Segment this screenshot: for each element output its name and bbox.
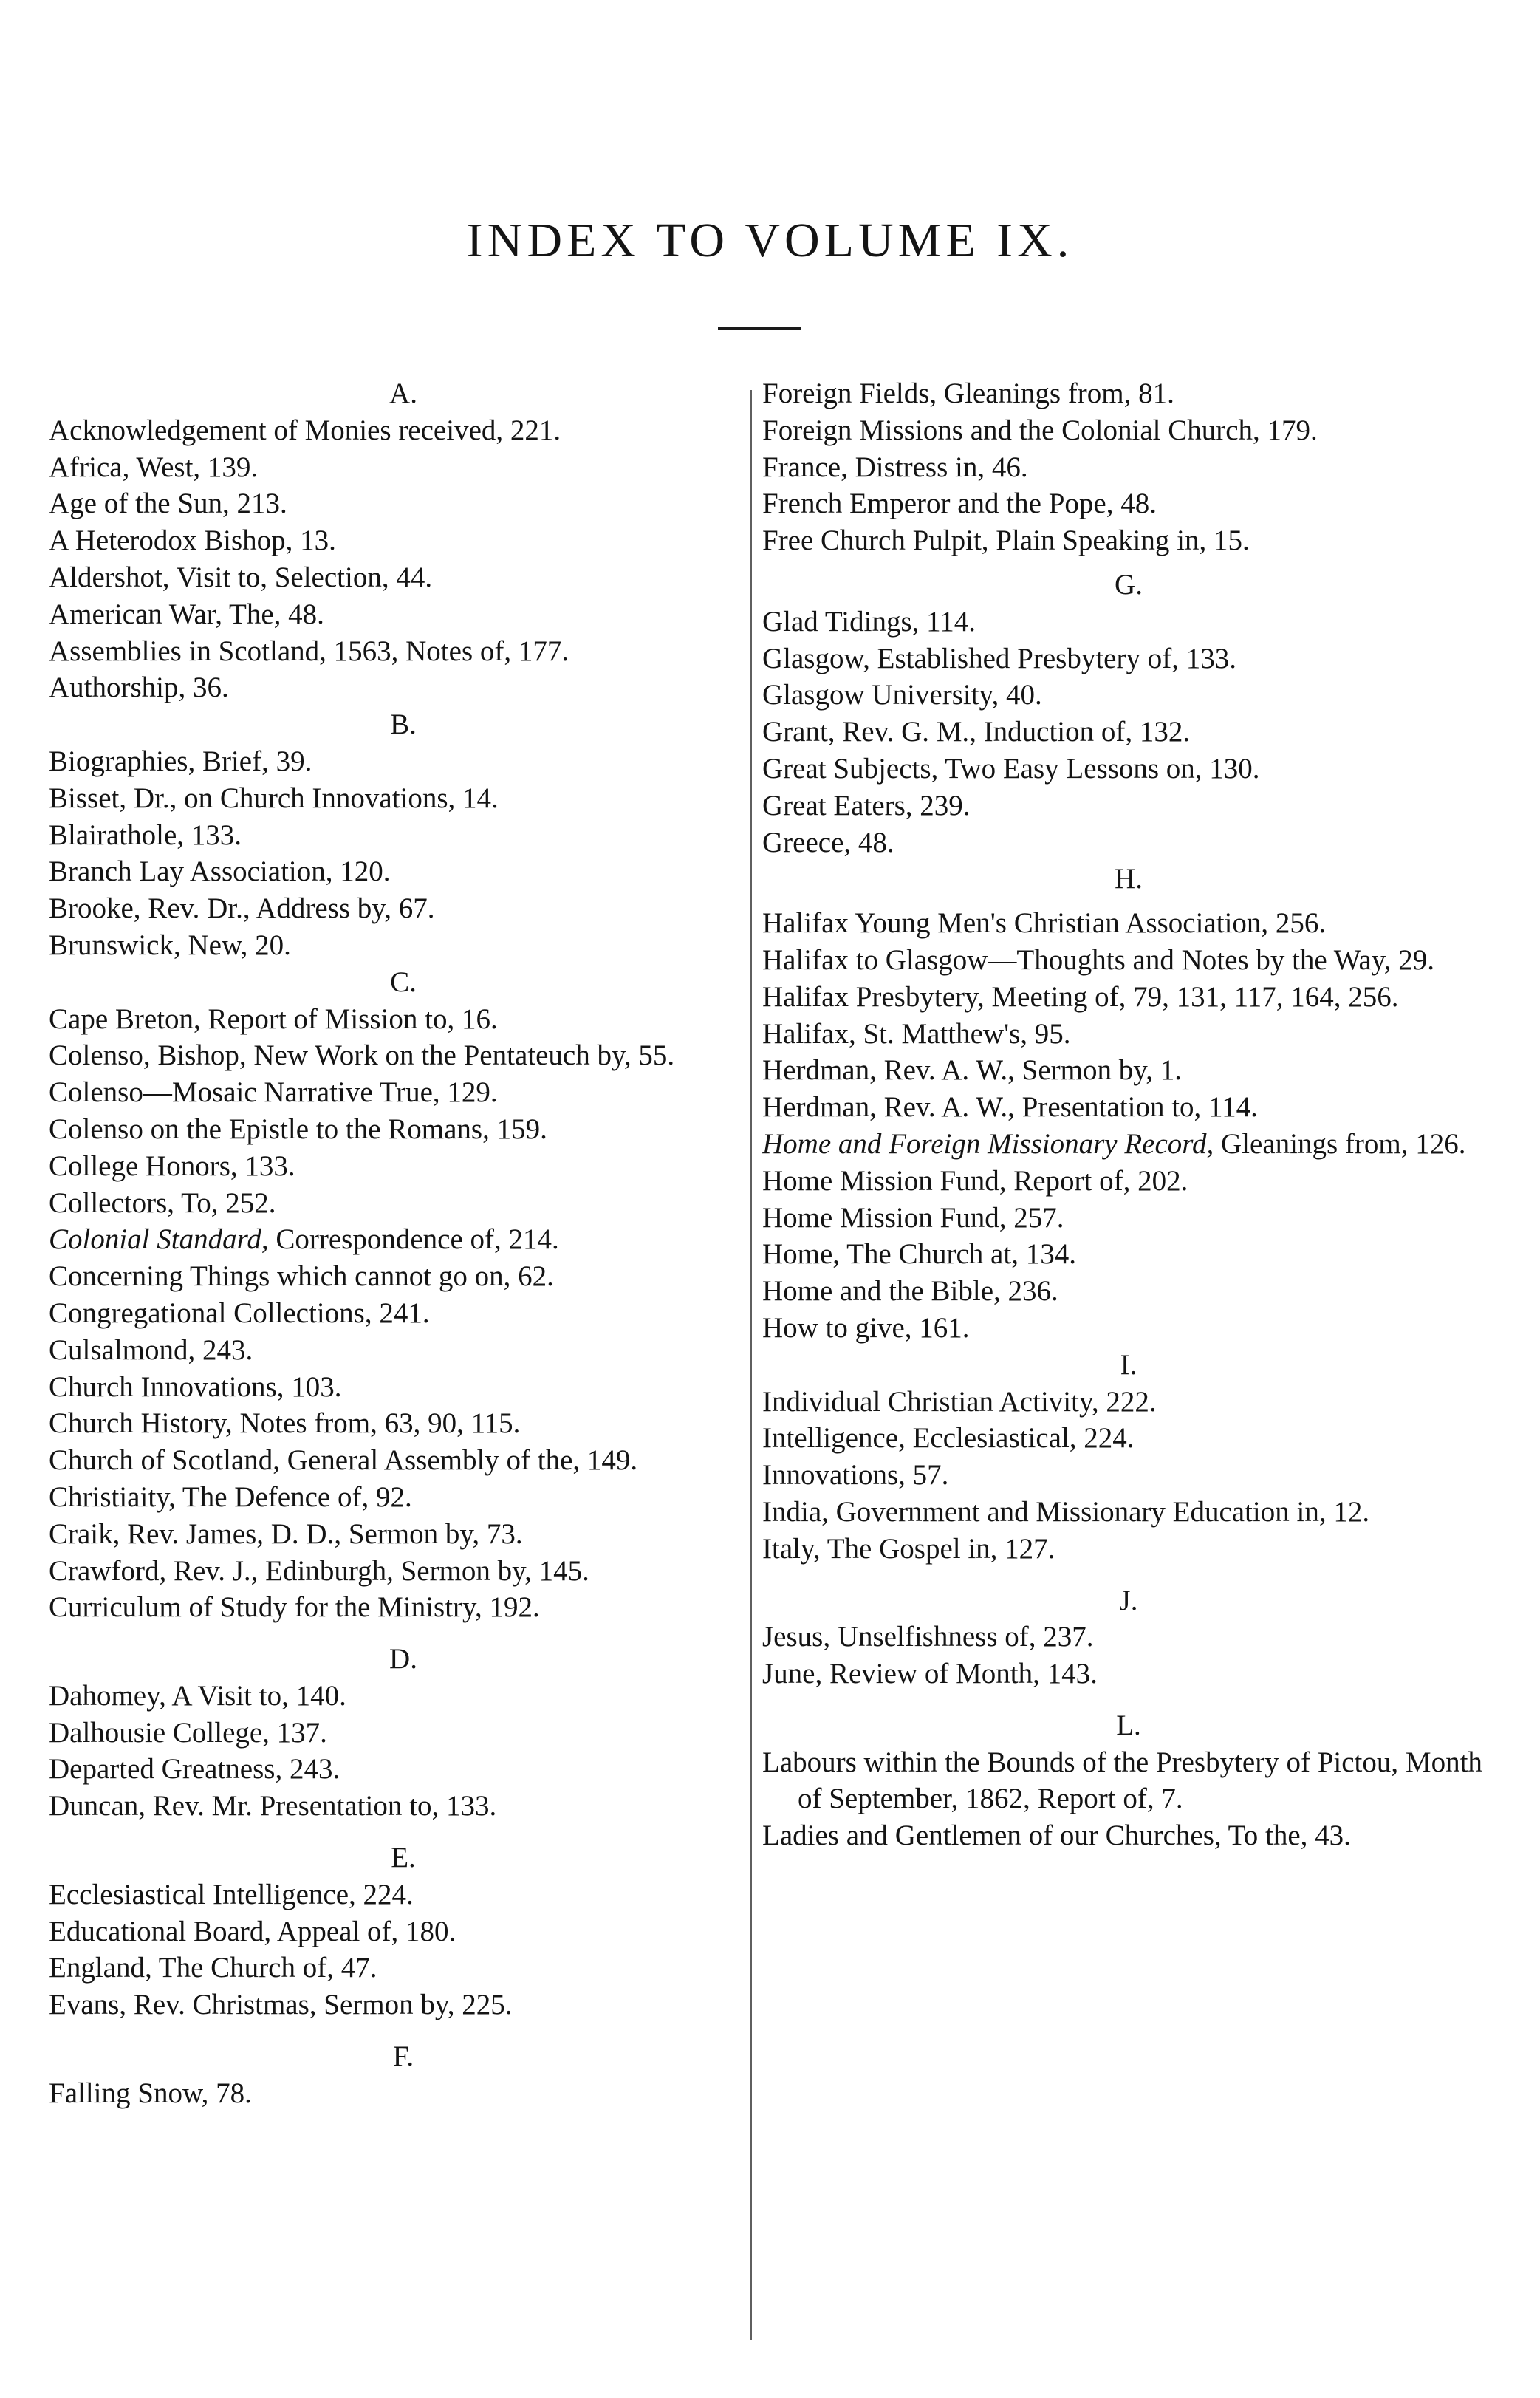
index-entry: Home Mission Fund, Report of, 202. <box>762 1164 1188 1197</box>
spacer <box>762 559 1495 567</box>
section-letter: B. <box>390 708 417 741</box>
index-entry: College Honors, 133. <box>49 1150 295 1182</box>
section-letter: D. <box>389 1643 417 1675</box>
index-entry: Blairathole, 133. <box>49 819 242 851</box>
index-column-right <box>762 375 1495 1854</box>
index-entry: Church Innovations, 103. <box>49 1370 342 1403</box>
section-letter: G. <box>1115 568 1143 601</box>
index-entry: Home, The Church at, 134. <box>762 1238 1076 1271</box>
index-entry: Labours within the Bounds of the Presbytery of Pictou, Month of September, 1862, Report of, 7. <box>762 1746 1482 1815</box>
index-entry <box>49 1221 758 1258</box>
index-entry: Ladies and Gentlemen of our Churches, To the, 43. <box>762 1820 1351 1852</box>
index-entry: Foreign Missions and the Colonial Church, 179. <box>762 414 1318 446</box>
index-entry: Crawford, Rev. J., Edinburgh, Sermon by, 145. <box>49 1554 589 1587</box>
index-entry: Colenso on the Epistle to the Romans, 159. <box>49 1113 547 1145</box>
index-entry: France, Distress in, 46. <box>762 451 1028 483</box>
index-entry: Halifax Young Men's Christian Association, 256. <box>762 907 1327 940</box>
index-entry: A Heterodox Bishop, 13. <box>49 525 336 557</box>
index-entry: Duncan, Rev. Mr. Presentation to, 133. <box>49 1790 497 1823</box>
entry-italic-title: Colonial Standard, <box>49 1223 269 1256</box>
spacer <box>762 1692 1495 1707</box>
index-entry: Herdman, Rev. A. W., Presentation to, 114. <box>762 1091 1258 1124</box>
index-entry: Authorship, 36. <box>49 672 229 704</box>
index-entry: Individual Christian Activity, 222. <box>762 1385 1157 1418</box>
index-entry: How to give, 161. <box>762 1311 970 1344</box>
index-entry: Innovations, 57. <box>762 1459 949 1492</box>
index-entry: Halifax to Glasgow—Thoughts and Notes by the Way, 29. <box>762 943 1434 976</box>
spacer <box>49 1825 758 1840</box>
spacer <box>762 898 1495 905</box>
index-entry <box>762 1126 1495 1163</box>
index-entry: Ecclesiastical Intelligence, 224. <box>49 1878 414 1910</box>
index-entry: Foreign Fields, Gleanings from, 81. <box>762 378 1174 409</box>
index-entry: Brooke, Rev. Dr., Address by, 67. <box>49 892 435 925</box>
index-entry: Collectors, To, 252. <box>49 1186 276 1219</box>
index-entry: Italy, The Gospel in, 127. <box>762 1532 1055 1565</box>
index-entry: Evans, Rev. Christmas, Sermon by, 225. <box>49 1989 513 2021</box>
index-entry: Greece, 48. <box>762 826 894 858</box>
spacer <box>762 1568 1495 1582</box>
index-entry: Branch Lay Association, 120. <box>49 855 391 888</box>
index-entry: June, Review of Month, 143. <box>762 1658 1098 1690</box>
index-entry: Congregational Collections, 241. <box>49 1297 430 1329</box>
entry-italic-title: Home and Foreign Missionary Record, <box>762 1127 1214 1160</box>
index-entry: Herdman, Rev. A. W., Sermon by, 1. <box>762 1054 1182 1087</box>
index-entry: Falling Snow, 78. <box>49 2077 252 2109</box>
index-entry: Halifax, St. Matthew's, 95. <box>762 1017 1071 1050</box>
index-entry: Halifax Presbytery, Meeting of, 79, 131, 117, 164, 256. <box>762 980 1399 1013</box>
index-entry: Africa, West, 139. <box>49 451 259 483</box>
index-column-left <box>49 375 758 2112</box>
index-entry: Great Eaters, 239. <box>762 789 971 821</box>
spacer <box>49 2023 758 2038</box>
index-entry: Bisset, Dr., on Church Innovations, 14. <box>49 782 499 814</box>
entry-text: Gleanings from, 126. <box>1214 1127 1466 1160</box>
section-letter: A. <box>389 378 417 409</box>
section-letter: E. <box>391 1842 416 1874</box>
index-entry: Jesus, Unselfishness of, 237. <box>762 1621 1094 1653</box>
index-entry: Assemblies in Scotland, 1563, Notes of, 177. <box>49 635 569 667</box>
entry-text: Correspondence of, 214. <box>268 1223 559 1256</box>
section-letter: L. <box>1116 1709 1141 1741</box>
index-entry: Intelligence, Ecclesiastical, 224. <box>762 1422 1135 1455</box>
index-entry: Great Subjects, Two Easy Lessons on, 130. <box>762 752 1260 785</box>
index-entry: Cape Breton, Report of Mission to, 16. <box>49 1002 498 1035</box>
index-entry: Curriculum of Study for the Ministry, 192. <box>49 1591 540 1624</box>
index-entry: Dahomey, A Visit to, 140. <box>49 1679 346 1712</box>
index-entry: Biographies, Brief, 39. <box>49 745 312 777</box>
index-entry: Free Church Pulpit, Plain Speaking in, 15. <box>762 525 1250 557</box>
index-entry: Acknowledgement of Monies received, 221. <box>49 414 561 446</box>
index-entry: American War, The, 48. <box>49 598 324 630</box>
index-entry: Aldershot, Visit to, Selection, 44. <box>49 561 433 593</box>
index-entry: Concerning Things which cannot go on, 62. <box>49 1260 554 1293</box>
index-entry: Glasgow, Established Presbytery of, 133. <box>762 642 1236 674</box>
index-entry: Glad Tidings, 114. <box>762 605 976 638</box>
section-letter: F. <box>392 2040 414 2073</box>
index-entry: Colenso, Bishop, New Work on the Pentateuch by, 55. <box>49 1039 675 1072</box>
page-title: INDEX TO VOLUME IX. <box>466 214 1074 267</box>
index-entry: Dalhousie College, 137. <box>49 1716 327 1749</box>
index-entry: Glasgow University, 40. <box>762 679 1042 711</box>
index-entry: Colenso—Mosaic Narrative True, 129. <box>49 1076 498 1109</box>
spacer <box>49 1626 758 1641</box>
index-entry: Departed Greatness, 243. <box>49 1753 340 1786</box>
index-entry: Culsalmond, 243. <box>49 1333 253 1366</box>
index-entry: Educational Board, Appeal of, 180. <box>49 1915 456 1947</box>
section-letter: J. <box>1119 1584 1138 1616</box>
section-letter: I. <box>1120 1348 1137 1381</box>
index-entry: Church History, Notes from, 63, 90, 115. <box>49 1407 521 1440</box>
index-entry: Brunswick, New, 20. <box>49 929 291 961</box>
index-entry: England, The Church of, 47. <box>49 1952 377 1984</box>
index-entry: Grant, Rev. G. M., Induction of, 132. <box>762 716 1191 748</box>
index-entry: French Emperor and the Pope, 48. <box>762 488 1157 520</box>
section-letter: C. <box>390 966 417 998</box>
index-entry: India, Government and Missionary Education in, 12. <box>762 1495 1370 1528</box>
index-entry: Church of Scotland, General Assembly of the, 149. <box>49 1444 638 1477</box>
index-entry: Craik, Rev. James, D. D., Sermon by, 73. <box>49 1517 523 1550</box>
index-entry: Home and the Bible, 236. <box>762 1275 1058 1308</box>
index-entry: Home Mission Fund, 257. <box>762 1201 1064 1234</box>
index-entry: Christiaity, The Defence of, 92. <box>49 1480 412 1513</box>
index-entry: Age of the Sun, 213. <box>49 488 287 520</box>
section-letter: H. <box>1115 863 1143 895</box>
title-rule <box>718 327 801 330</box>
